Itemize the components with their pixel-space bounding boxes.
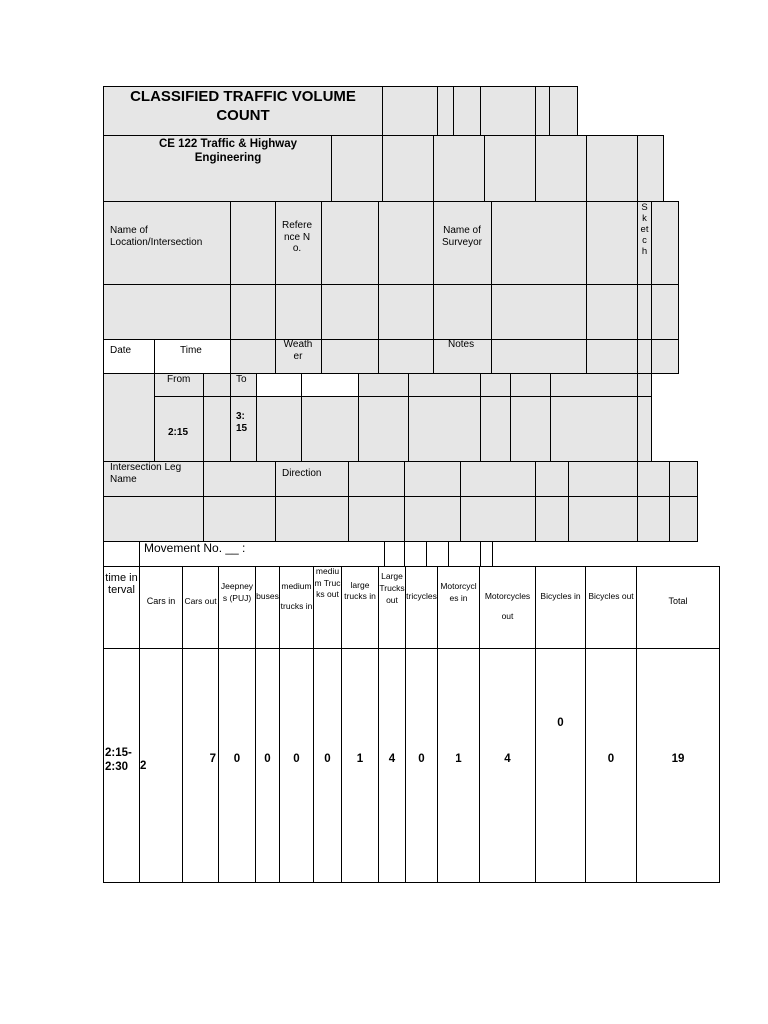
blank-cell [586,339,638,374]
motorcycles-in-value: 1 [455,753,462,765]
time-label: Time [180,345,202,356]
blank-cell [321,284,379,340]
blank-cell [203,373,231,397]
blank-cell [103,541,140,567]
reference-label: Reference No. [282,220,313,254]
blank-cell [203,461,276,497]
table-cell [182,648,219,883]
table-header-large-trucks-in [341,566,379,649]
blank-cell [321,201,379,285]
blank-cell [586,135,638,202]
blank-cell [230,284,276,340]
blank-cell [568,461,638,497]
blank-cell [408,396,481,462]
blank-cell [669,496,698,542]
table-header-bicycles-in-label: Bicycles in [540,591,581,601]
blank-cell [491,284,587,340]
surveyor-label: Name of Surveyor [441,225,482,248]
blank-cell [358,373,409,397]
blank-cell [568,496,638,542]
blank-cell [491,339,587,374]
bicycles-out-value: 0 [607,753,615,765]
blank-cell [103,373,155,462]
large-trucks-in-value: 1 [356,753,364,765]
table-header-bicycles-in [535,566,586,649]
date-label: Date [110,345,132,356]
blank-cell [378,201,434,285]
blank-cell [637,373,652,397]
blank-cell [510,396,551,462]
table-cell [437,648,480,883]
from-label: From [167,374,191,385]
blank-cell [384,541,405,567]
blank-cell [480,396,511,462]
blank-cell [103,496,204,542]
medium-trucks-in-value: 0 [293,753,300,765]
table-cell [341,648,379,883]
table-cell [378,648,406,883]
table-header-large-trucks-out-label: Large Trucks out [379,571,405,605]
blank-cell [230,201,276,285]
blank-cell [651,339,679,374]
blank-cell [586,284,638,340]
blank-cell [669,461,698,497]
medium-trucks-out-value: 0 [324,753,331,765]
blank-cell [535,86,550,136]
motorcycles-out-value: 4 [504,753,511,765]
blank-cell [382,135,434,202]
blank-cell [256,396,302,462]
blank-cell [275,496,349,542]
large-trucks-out-value: 4 [388,753,396,765]
blank-cell [535,461,569,497]
intersection-leg-label: Intersection Leg Name [110,462,182,485]
table-header-tricycles-label: tricycles [406,591,437,601]
to-label: To [236,374,247,385]
buses-value: 0 [264,753,271,765]
blank-cell [460,496,536,542]
table-header-total-label: Total [668,596,688,606]
blank-cell [203,496,276,542]
blank-cell [301,396,359,462]
blank-cell [651,284,679,340]
table-cell [636,648,720,883]
blank-cell [535,135,587,202]
blank-cell [348,496,405,542]
blank-cell [480,373,511,397]
blank-cell [637,339,652,374]
location-label: Name of Location/Intersection [110,225,203,248]
blank-cell [637,396,652,462]
table-header-large-trucks-in-label: large trucks in [344,580,376,601]
notes-label: Notes [448,339,475,350]
blank-cell [256,373,302,397]
cars-in-value: 2 [140,760,147,772]
table-cell [405,648,438,883]
table-header-time-interval-label: time interval [105,572,138,596]
blank-cell [203,396,231,462]
table-header-motorcycles-out-label: Motorcycles out [484,591,531,621]
table-header-cars-out-label: Cars out [184,596,217,606]
table-header-bicycles-out [585,566,637,649]
table-cell [585,648,637,883]
table-header-motorcycles-in-label: Motorcycles in [440,581,477,603]
blank-cell [651,201,679,285]
blank-cell [637,135,664,202]
from-value: 2:15 [168,427,189,438]
blank-cell [301,373,359,397]
blank-cell [491,201,587,285]
direction-label: Direction [282,468,322,479]
blank-cell [378,339,434,374]
bicycles-in-value: 0 [557,717,564,729]
blank-cell [637,284,652,340]
blank-cell [358,396,409,462]
to-value: 3: 15 [236,411,248,434]
blank-cell [437,86,454,136]
blank-cell [433,284,492,340]
table-cell [255,648,280,883]
blank-cell [549,86,578,136]
blank-cell [382,86,438,136]
sketch-label: Sketch [640,202,649,257]
blank-cell [637,496,670,542]
blank-cell [510,373,551,397]
table-header-tricycles [405,566,438,649]
blank-cell [480,86,536,136]
cars-out-value: 7 [209,753,216,765]
form-title: CLASSIFIED TRAFFIC VOLUME COUNT [130,88,356,124]
blank-cell [378,284,434,340]
blank-cell [550,373,638,397]
blank-cell [426,541,449,567]
blank-cell [550,396,638,462]
blank-cell [321,339,379,374]
blank-cell [331,135,383,202]
blank-cell [586,201,638,285]
table-cell [279,648,314,883]
table-header-cars-in-label: Cars in [146,596,176,606]
blank-cell [637,461,670,497]
course-title: CE 122 Traffic & Highway Engineering [158,138,298,164]
table-header-total [636,566,720,649]
blank-cell [230,339,276,374]
table-header-jeepneys-label: Jeepneys (PUJ) [220,581,254,603]
movement-label: Movement No. __ : [144,541,246,555]
blank-cell [433,135,485,202]
blank-cell [480,541,493,567]
weather-label: Weather [283,339,313,362]
table-header-buses [255,566,280,649]
table-header-bicycles-out-label: Bicycles out [588,591,634,601]
jeepneys-value: 0 [233,753,241,765]
blank-cell [404,461,461,497]
table-header-motorcycles-in [437,566,480,649]
table-cell [313,648,342,883]
blank-cell [275,284,322,340]
table-cell [218,648,256,883]
table-header-cars-in [139,566,183,649]
blank-cell [404,496,461,542]
total-value: 19 [671,753,685,765]
table-header-medium-trucks-out-label: medium Trucks out [314,566,341,599]
table-cell [535,648,586,883]
blank-cell [535,496,569,542]
tricycles-value: 0 [418,753,425,765]
table-header-medium-trucks-in-label: medium trucks in [280,581,313,611]
table-cell [479,648,536,883]
blank-cell [103,284,231,340]
blank-cell [348,461,405,497]
table-header-cars-out [182,566,219,649]
time-interval-value: 2:15-2:30 [105,747,132,773]
table-header-buses-label: buses [256,591,279,601]
blank-cell [484,135,536,202]
blank-cell [453,86,481,136]
blank-cell [460,461,536,497]
blank-cell [408,373,481,397]
table-header-jeepneys [218,566,256,649]
